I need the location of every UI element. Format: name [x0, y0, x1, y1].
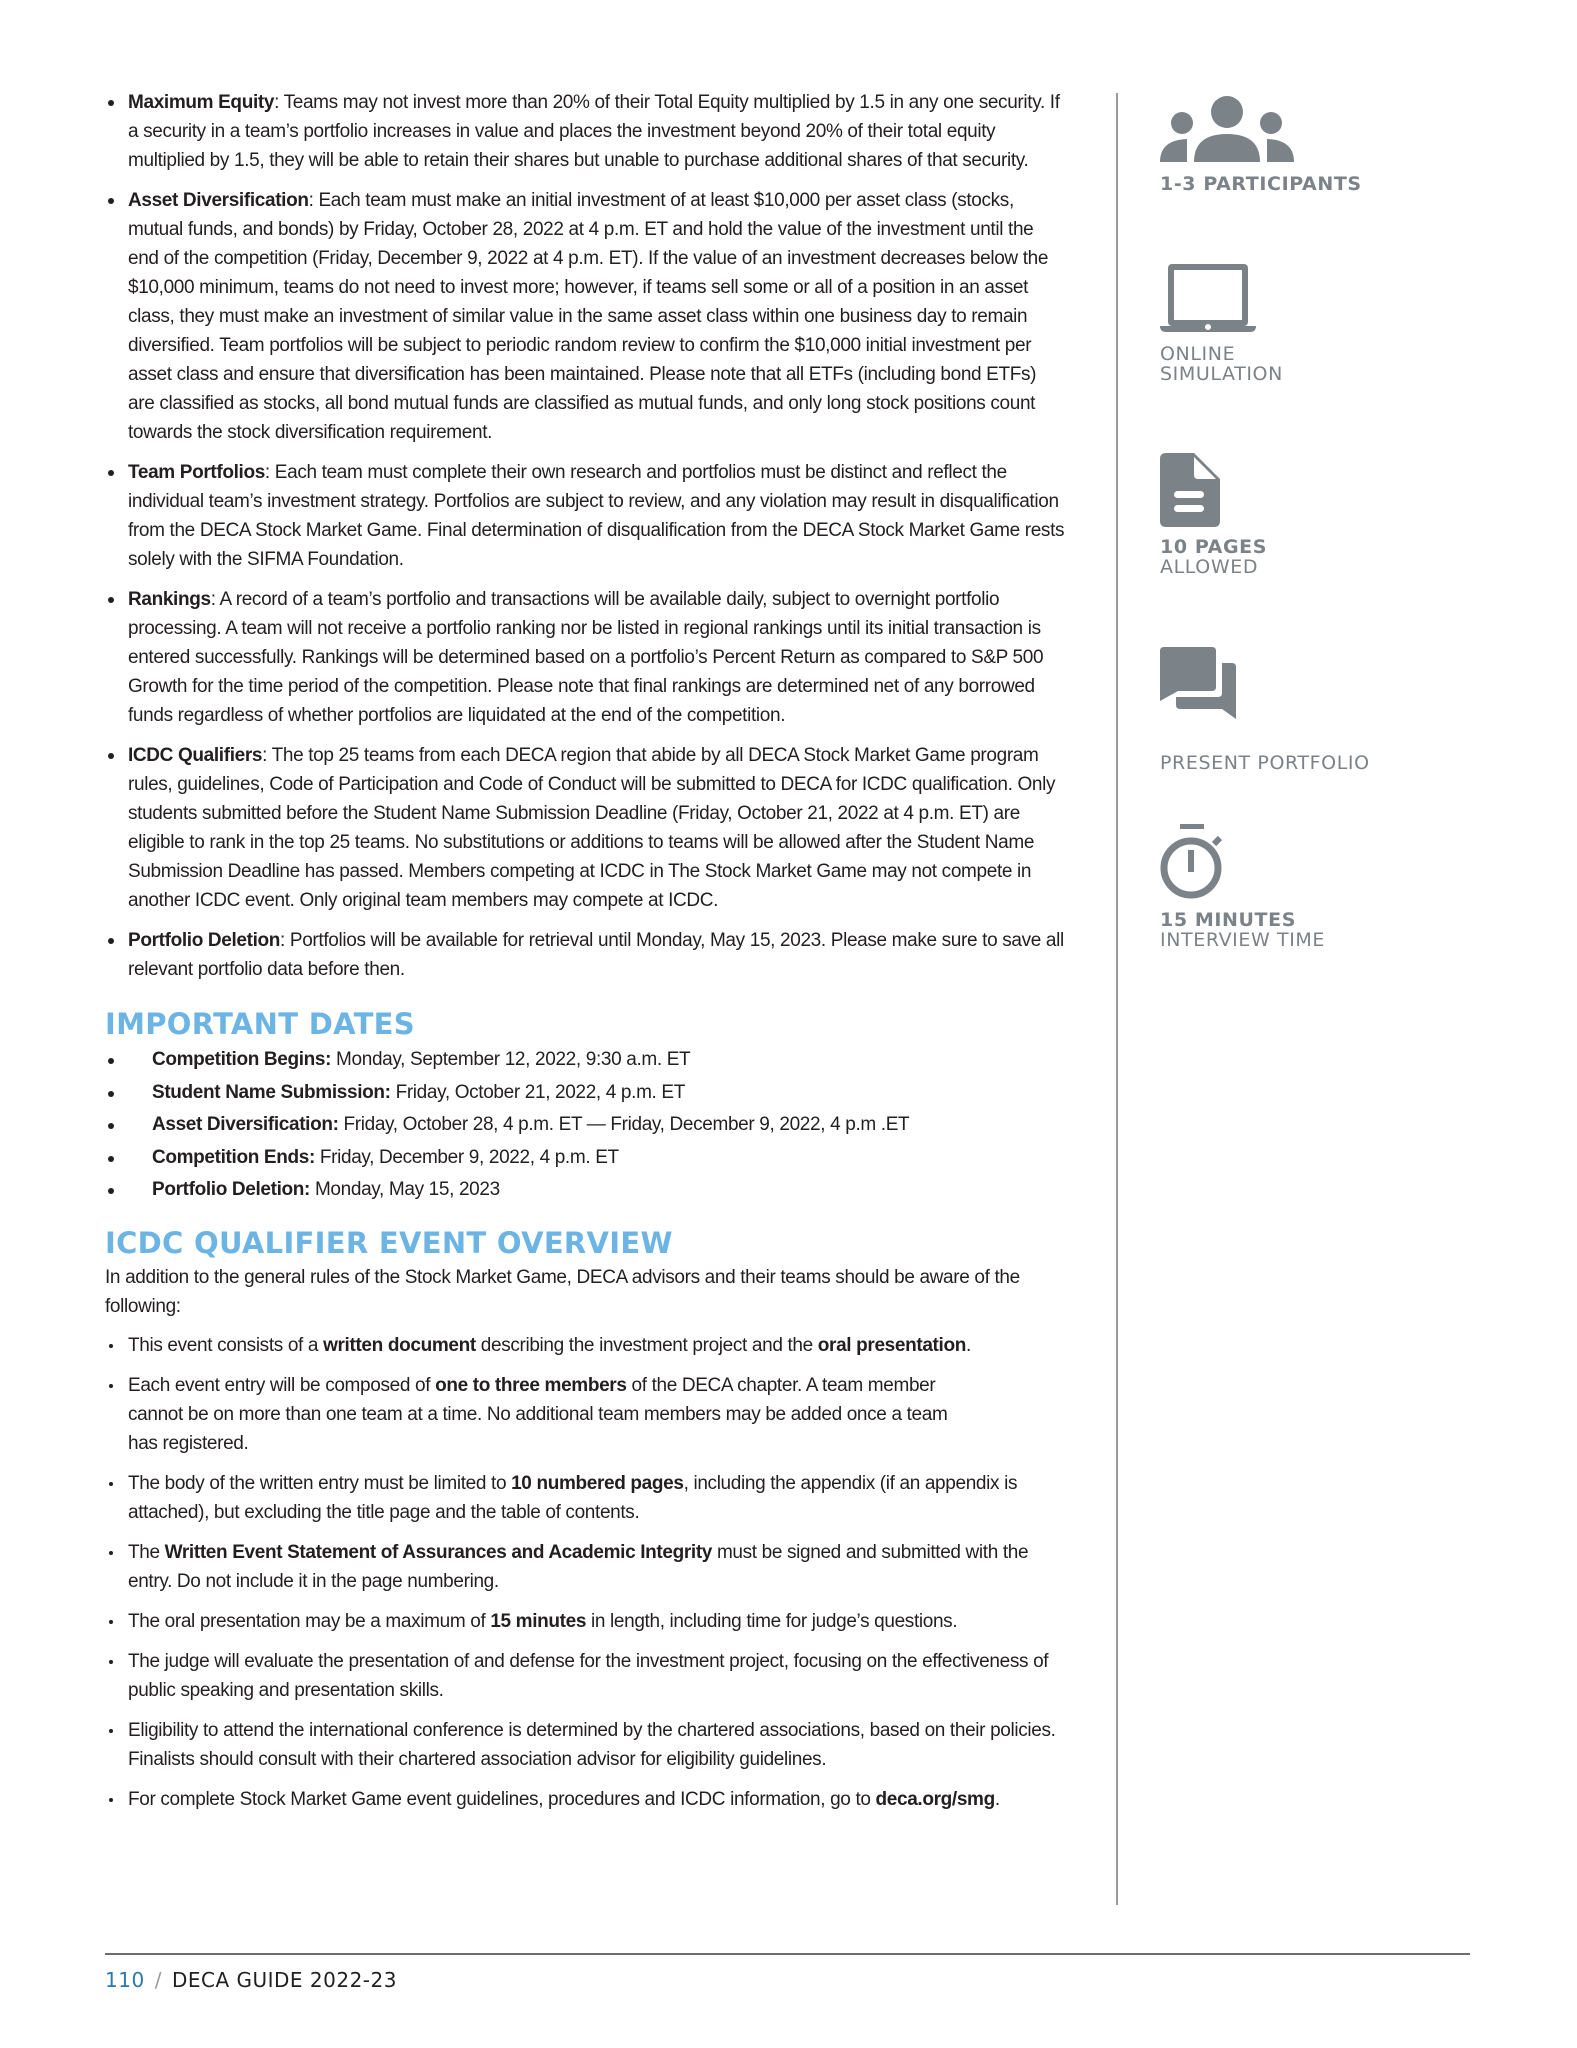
rule-item	[105, 186, 1067, 447]
important-dates-heading: IMPORTANT DATES	[105, 1007, 415, 1041]
rule-item	[105, 741, 1067, 915]
item-emphasis: 15 minutes	[490, 1610, 587, 1632]
overview-item	[105, 1371, 1067, 1458]
footer-separator: /	[154, 1968, 162, 1992]
date-item	[105, 1109, 1067, 1142]
page-number: 110	[105, 1968, 145, 1992]
date-item	[105, 1142, 1067, 1175]
label-line1: ONLINE	[1160, 343, 1236, 365]
deca-smg-link[interactable]: deca.org/smg	[875, 1788, 995, 1810]
rule-term: Portfolio Deletion	[128, 930, 281, 951]
rule-text: : A record of a team’s portfolio and transactions will be available daily, subject to overnight portfolio processing. A team will not receive a portfolio ranking nor be listed in regional rankings until its initial transaction is entered successfully. Rankings will be determined based on a portfolio’s Percent Return as compared to S&P 500 Growth for the time period of the competition. Please note that final rankings are determined net of any borrowed funds regardless of whether portfolios are liquidated at the end of the competition.	[128, 589, 1044, 726]
date-value: Friday, December 9, 2022, 4 p.m. ET	[314, 1146, 619, 1168]
item-text: This event consists of a	[128, 1334, 324, 1356]
sidebar-item-interview-time	[1160, 824, 1325, 950]
overview-item	[105, 1607, 1067, 1636]
date-value: Friday, October 21, 2022, 4 p.m. ET	[390, 1081, 685, 1103]
rule-term: Team Portfolios	[128, 462, 265, 483]
overview-item	[105, 1647, 1067, 1705]
item-emphasis: written document	[323, 1334, 476, 1356]
date-value: Monday, September 12, 2022, 9:30 a.m. ET	[331, 1049, 691, 1070]
sidebar-item-present-portfolio	[1160, 647, 1370, 773]
participants-icon	[1160, 96, 1362, 164]
online-simulation-label	[1160, 344, 1283, 384]
rule-item	[105, 585, 1067, 730]
label-line1: 1-3 PARTICIPANTS	[1160, 173, 1362, 195]
label-line2: INTERVIEW TIME	[1160, 929, 1326, 951]
participants-label	[1160, 174, 1362, 194]
overview-item	[105, 1538, 1067, 1596]
item-text: , including the appendix (if an appendix is attached), but excluding the title page and the table of contents.	[128, 1472, 1018, 1523]
item-text: must be signed and submitted with the entry. Do not include it in the page numbering.	[128, 1541, 1029, 1592]
column-divider	[1116, 93, 1118, 1905]
item-text: .	[965, 1334, 971, 1356]
label-line1: 10 PAGES	[1160, 536, 1267, 558]
date-value: Friday, October 28, 4 p.m. ET — Friday, December 9, 2022, 4 p.m .ET	[338, 1114, 910, 1135]
item-text: .	[994, 1788, 1000, 1810]
label-line2: SIMULATION	[1160, 363, 1283, 385]
rule-item	[105, 926, 1067, 984]
rule-text: : The top 25 teams from each DECA region that abide by all DECA Stock Market Game program rules, guidelines, Code of Participation and Code of Conduct will be submitted to DECA for ICDC qualification. Only students submitted before the Student Name Submission Deadline (Friday, October 21, 2022 at 4 p.m. ET) are eligible to rank in the top 25 teams. No substitutions or additions to teams will be allowed after the Student Name Submission Deadline has passed. Members competing at ICDC in The Stock Market Game may not compete in another ICDC event. Only original team members may compete at ICDC.	[128, 745, 1056, 911]
sidebar-item-online-simulation	[1160, 264, 1283, 384]
main-column	[105, 88, 1067, 1825]
page-footer	[105, 1968, 397, 1992]
present-portfolio-label	[1160, 753, 1370, 773]
date-label: Portfolio Deletion:	[152, 1179, 311, 1200]
rule-text: : Each team must make an initial investment of at least $10,000 per asset class (stocks, mutual funds, and bonds) by Friday, October 28, 2022 at 4 p.m. ET and hold the value of the investment until the end of the competition (Friday, December 9, 2022 at 4 p.m. ET). If the value of an investment decreases below the $10,000 minimum, teams do not need to invest more; however, if teams sell some or all of a position in an asset class, they must make an investment of similar value in the same asset class within one business day to remain diversified. Team portfolios will be subject to periodic random review to confirm the $10,000 initial investment per asset class and ensure that diversification has been maintained. Please note that all ETFs (including bond ETFs) are classified as stocks, all bond mutual funds are classified as mutual funds, and only long stock positions count towards the stock diversification requirement.	[128, 190, 1049, 443]
label-line1: 15 MINUTES	[1160, 909, 1296, 931]
date-label: Asset Diversification:	[152, 1114, 339, 1135]
date-item	[105, 1044, 1067, 1077]
overview-item	[105, 1469, 1067, 1527]
date-label: Student Name Submission:	[152, 1081, 391, 1103]
footer-rule	[105, 1953, 1470, 1955]
label-line2: ALLOWED	[1160, 556, 1259, 578]
date-value: Monday, May 15, 2023	[310, 1179, 500, 1200]
publication-title: DECA GUIDE 2022-23	[171, 1968, 397, 1992]
date-label: Competition Begins:	[152, 1049, 332, 1070]
item-text: describing the investment project and the	[475, 1334, 818, 1356]
item-text: The judge will evaluate the presentation of and defense for the investment project, focusing on the effectiveness of public speaking and presentation skills.	[128, 1650, 1049, 1701]
rule-item	[105, 88, 1067, 175]
rule-term: Rankings	[128, 589, 211, 610]
sidebar-item-participants	[1160, 96, 1362, 194]
item-text: of the DECA chapter. A team member cannot be on more than one team at a time. No additional team members may be added once a team has registered.	[128, 1374, 948, 1454]
item-text: Eligibility to attend the international conference is determined by the chartered associations, based on their policies. Finalists should consult with their chartered association advisor for eligibility guidelines.	[128, 1719, 1056, 1770]
rule-item	[105, 458, 1067, 574]
overview-heading: ICDC QUALIFIER EVENT OVERVIEW	[105, 1225, 673, 1260]
sidebar-item-pages	[1160, 453, 1267, 577]
item-emphasis: Written Event Statement of Assurances and Academic Integrity	[164, 1541, 713, 1563]
rule-term: ICDC Qualifiers	[128, 745, 263, 766]
overview-item	[105, 1785, 1067, 1814]
item-text: The body of the written entry must be limited to	[128, 1472, 512, 1494]
rule-text: : Teams may not invest more than 20% of their Total Equity multiplied by 1.5 in any one security. If a security in a team’s portfolio increases in value and places the investment beyond 20% of their total equity multiplied by 1.5, they will be able to retain their shares but unable to purchase additional shares of that security.	[128, 92, 1060, 171]
date-item	[105, 1077, 1067, 1110]
item-emphasis: 10 numbered pages	[511, 1472, 684, 1494]
chat-bubbles-icon	[1160, 647, 1370, 723]
item-text: For complete Stock Market Game event guidelines, procedures and ICDC information, go to	[128, 1788, 876, 1810]
date-item	[105, 1174, 1067, 1207]
stopwatch-icon	[1160, 824, 1325, 900]
item-emphasis: oral presentation	[817, 1334, 966, 1356]
overview-item	[105, 1331, 1067, 1360]
rule-term: Maximum Equity	[128, 92, 275, 113]
interview-time-label	[1160, 910, 1325, 950]
label-line1: PRESENT PORTFOLIO	[1160, 752, 1370, 774]
pages-label	[1160, 537, 1267, 577]
overview-item	[105, 1716, 1067, 1774]
date-label: Competition Ends:	[152, 1146, 315, 1168]
overview-list	[105, 1331, 1067, 1814]
rule-text: : Portfolios will be available for retrieval until Monday, May 15, 2023. Please make sure to save all relevant portfolio data before then.	[128, 930, 1064, 980]
item-text: in length, including time for judge’s questions.	[586, 1610, 958, 1632]
rules-list	[105, 88, 1067, 984]
document-icon	[1160, 453, 1267, 527]
item-text: The oral presentation may be a maximum of	[128, 1610, 491, 1632]
rule-text: : Each team must complete their own research and portfolios must be distinct and reflect the individual team’s investment strategy. Portfolios are subject to review, and any violation may result in disqualification from the DECA Stock Market Game. Final determination of disqualification from the DECA Stock Market Game rests solely with the SIFMA Foundation.	[128, 462, 1065, 570]
important-dates-list	[105, 1044, 1067, 1207]
overview-intro: In addition to the general rules of the Stock Market Game, DECA advisors and their teams should be aware of the following:	[105, 1266, 1020, 1317]
laptop-icon	[1160, 264, 1283, 334]
rule-term: Asset Diversification	[128, 190, 309, 211]
item-text: Each event entry will be composed of	[128, 1374, 436, 1396]
item-emphasis: one to three members	[435, 1374, 627, 1396]
item-text: The	[128, 1541, 165, 1563]
